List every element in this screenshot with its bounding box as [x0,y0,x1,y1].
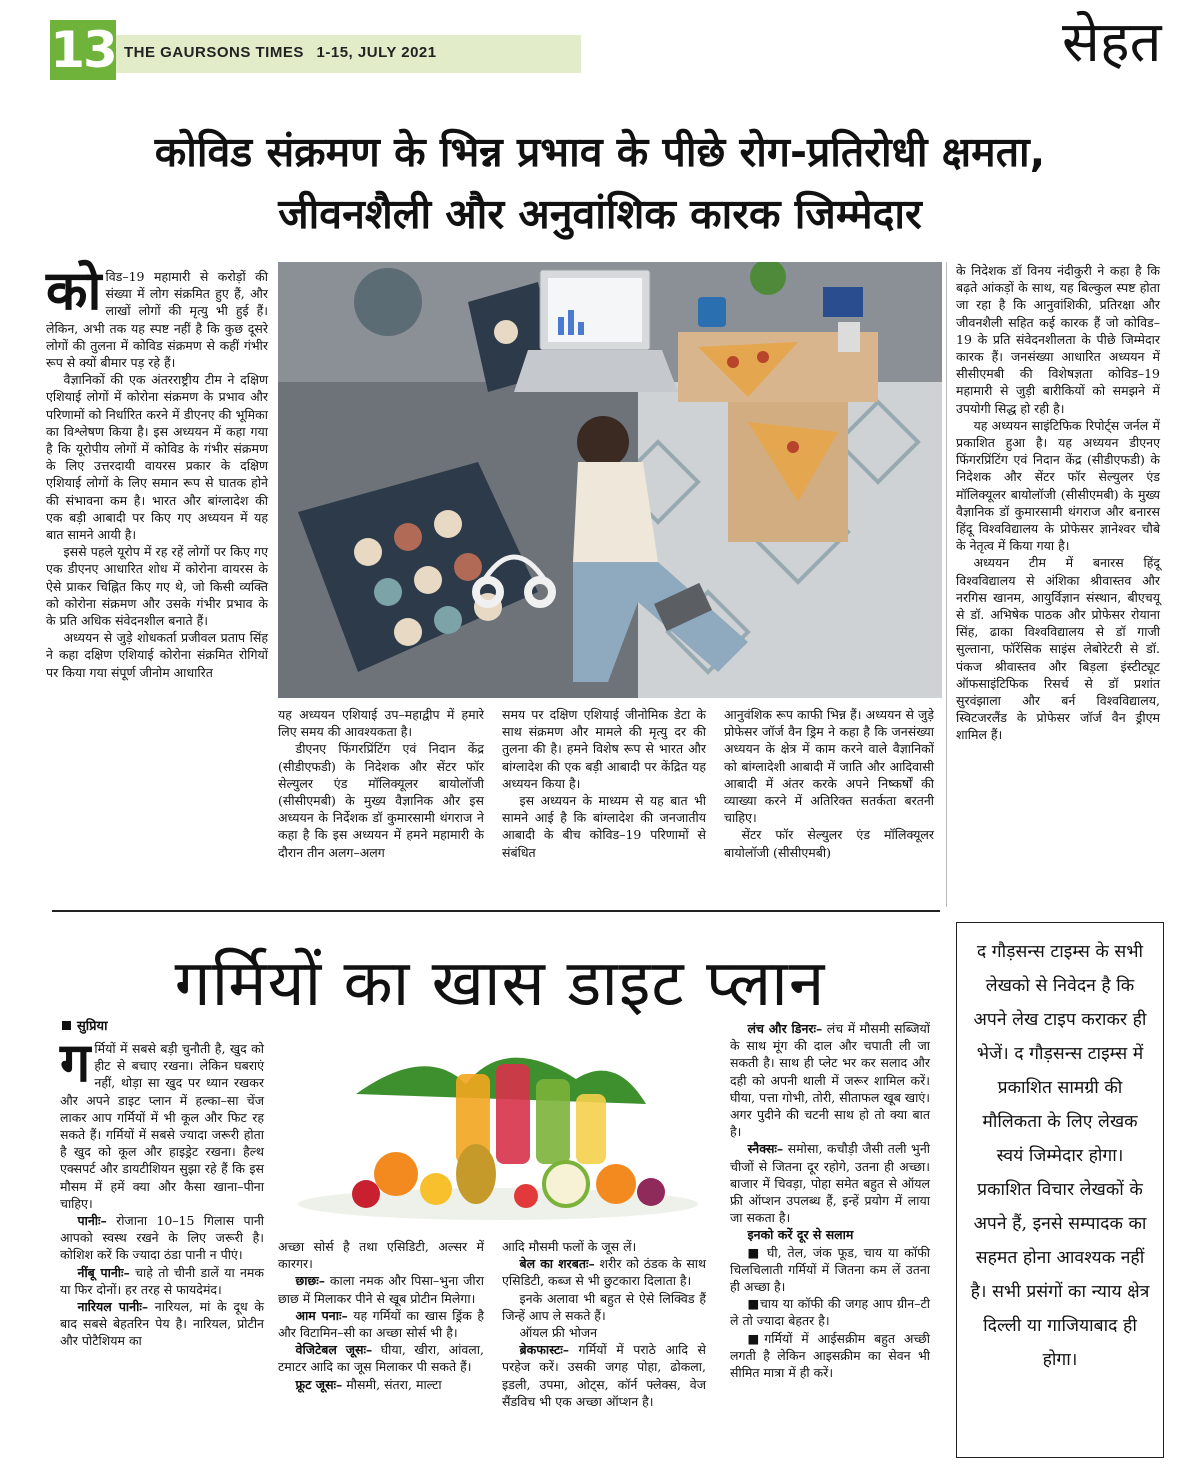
item-label: लंच और डिनरः– [747,1021,823,1036]
subheading: ऑयल फ्री भोजन [519,1325,598,1341]
bullet-square-icon: ■ [747,1296,760,1312]
item-label: नींबू पानीः– [77,1264,130,1280]
author-name: सुप्रिया [77,1019,108,1034]
item-label: पानीः– [77,1213,107,1229]
notice-text: द गौड़सन्स टाइम्स के सभी लेखको से निवेदन है कि अपने लेख टाइप कराकर ही भेजें। द गौड़सन्स टाइम्स में प्रकाशित सामग्री की मौलिकता के लिए लेखक स्वयं जिम्मेदार होगा। प्रकाशित विचार लेखकों के अपने हैं, इनसे सम्पादक का सहमत होना आवश्यक नहीं है। सभी प्रसंगों का न्याय क्षेत्र दिल्ली या गाजियाबाद ही होगा। [970,942,1150,1370]
article2-headline: गर्मियों का खास डाइट प्लान [174,947,826,1021]
item-text: चाहे तो चीनी डालें या नमक या फिर दोनों। हर तरह से फायदेमंद। [60,1264,264,1297]
article1-column-4 [724,706,934,861]
item-text: गर्मियों में पराठे आदि से परहेज करें। उसकी जगह पोहा, ढोकला, इडली, उपमा, ओट्स, कॉर्न फ्लेक्स, वेज सैंडविच भी एक अच्छा ऑप्शन है। [502,1342,706,1409]
paragraph: वैज्ञानिकों की एक अंतरराष्ट्रीय टीम ने दक्षिण एशियाई लोगों में कोरोना संक्रमण के प्रभाव और परिणामों को निर्धारित करने में डीएनए की भूमिका का विश्लेषण किया है। इस अध्ययन में कहा गया है कि यूरोपीय लोगों में कोविड के गंभीर संक्रमण के लिए उत्तरदायी वायरस प्रकार के दक्षिण एशियाई लोगों के लिए समान रूप से घातक होने की संभावना कम है। भारत और बांग्लादेश की एक बड़ी आबादी पर किए गए अध्ययन में यह बात सामने आयी है। [46,372,268,543]
page-number: 13 [50,21,116,79]
article2-column-1 [60,1031,264,1350]
fruits-juice-photo [276,1024,720,1224]
item-label: ब्रेकफास्टः– [519,1342,570,1358]
item-label: स्नैक्सः– [747,1141,784,1157]
item-text: रोजाना 10–15 गिलास पानी आपको स्वस्थ रखने के लिए जरूरी है। कोशिश करें कि ज्यादा ठंडा पानी न पीएं। [60,1213,264,1263]
paragraph: समय पर दक्षिण एशियाई जीनोमिक डेटा के साथ संक्रमण और मामले की मृत्यु दर की तुलना की है। हमने विशेष रूप से भारत और बांग्लादेश की एक बड़ी आबादी पर केंद्रित यह अध्ययन किया है। [502,707,706,791]
paragraph: अच्छा सोर्स है तथा एसिडिटी, अल्सर में कारगर। [278,1239,484,1272]
paragraph: डीएनए फिंगरप्रिंटिंग एवं निदान केंद्र (सीडीएफडी) के निदेशक और सेंटर फॉर सेल्युलर एंड मॉलिक्यूलर बायोलॉजी (सीसीएमबी) के मुख्य वैज्ञानिक और इस अध्ययन के निर्देशक डॉ कुमारसामी थंगराज ने कहा है कि इस अध्ययन में हमने महामारी के दौरान तीन अलग–अलग [278,741,484,860]
paragraph: इससे पहले यूरोप में रह रहें लोगों पर किए गए एक डीएनए आधारित शोध में कोरोना वायरस के ऐसे प्राकर चिह्नित किए गए थे, जो किसी व्यक्ति को कोरोना संक्रमण और उसके गंभीर प्रभाव के के प्रति अधिक संवेदनशील बनाते हैं। [46,544,268,629]
item-text: मौसमी, संतरा, माल्टा [342,1376,442,1392]
paragraph: अध्ययन से जुड़े शोधकर्ता प्रजीवल प्रताप सिंह ने कहा दक्षिण एशियाई कोरोना संक्रमित रोगियों पर किया गया संपूर्ण जीनोम आधारित [46,630,268,680]
woman-laptop-pizza-photo [278,262,942,698]
paragraph: आदि मौसमी फलों के जूस लें। [502,1239,637,1254]
item-text: नारियल, मां के दूध के बाद सबसे बेहतरिन पेय है। नारियल, प्रोटीन और पोटैशियम का [60,1299,264,1349]
section-title: सेहत [1062,10,1162,75]
paragraph: विड–19 महामारी से करोड़ों की संख्या में लोग संक्रमित हुए हैं, और लाखों लोगों की मृत्यु भी हुई हैं। लेकिन, अभी तक यह स्पष्ट नहीं है कि कुछ दूसरे लोगों की तुलना में कोविड संक्रमण से कहीं गंभीर रूप से क्यों बीमार पड़ रहे हैं। [46,269,268,371]
bullet-square-icon: ■ [747,1330,765,1346]
article2-column-3 [502,1238,706,1410]
article1-column-2 [278,706,484,861]
item-label: बेल का शरबतः– [519,1256,595,1272]
paragraph: यह अध्ययन साइंटिफिक रिपोर्ट्स जर्नल में प्रकाशित हुआ है। यह अध्ययन डीएनए फिंगरप्रिंटिंग एवं निदान केंद्र (सीडीएफडी) के निदेशक और सेंटर फॉर सेल्युलर एंड मॉलिक्यूलर बायोलॉजी (सीसीएमबी) के मुख्य वैज्ञानिक डॉ कुमारसामी थंगराज और बनारस हिंदू विश्वविद्यालय के प्रोफेसर ज्ञानेश्वर चौबे के नेतृत्व में किया गया है। [956,417,1160,554]
article1-headline-line1: कोविड संक्रमण के भिन्न प्रभाव के पीछे रोग-प्रतिरोधी क्षमता, [154,128,1046,176]
photo-illustration [276,1024,720,1224]
bullet-text: घी, तेल, जंक फूड, चाय या कॉफी चिलचिलाती गर्मियों में जितना कम लें उतना ही अच्छा है। [730,1244,930,1295]
article2-column-4 [730,1020,930,1381]
column-divider [946,262,947,907]
issue-date: 1-15, JULY 2021 [316,44,437,61]
publication-line [124,44,437,61]
article1-column-3 [502,706,706,861]
item-label: नारियल पानीः– [77,1299,149,1315]
paragraph: आनुवंशिक रूप काफी भिन्न हैं। अध्ययन से जुड़े प्रोफेसर जॉर्ज वैन ड्रिम ने कहा है कि जनसंख्या अध्ययन के क्षेत्र में काम करने वाले वैज्ञानिकों को बांग्लादेशी आबादी में जाति और आदिवासी आबादी में अंतर करके अपने निष्कर्षों की व्याख्या करने में अतिरिक्त सतर्कता बरतनी चाहिए। [724,707,934,826]
paragraph: यह अध्ययन एशियाई उप–महाद्वीप में हमारे लिए समय की आवश्यकता है। [278,707,484,740]
subheading: इनको करें दूर से सलाम [747,1227,854,1243]
drop-cap: ग [60,1031,91,1094]
byline-bullet-icon [62,1021,71,1030]
article1-headline-line2: जीवनशैली और अनुवांशिक कारक जिम्मेदार [278,190,922,238]
paragraph: अध्ययन टीम में बनारस हिंदू विश्वविद्यालय से अंशिका श्रीवास्तव और नरगिस खानम, आयुर्विज्ञान संस्थान, बीएचयू से डॉ. अभिषेक पाठक और प्रोफेसर रोयाना सिंह, ढाका विश्वविद्यालय से डॉ गाजी सुल्ताना, फॉरेंसिक साइंस लेबोरेटरी से डॉ. पंकज श्रीवास्तव और बिड़ला इंस्टीट्यूट ऑफसाइंटिफिक रिसर्च से डॉ प्रशांत सुरवंझाला और बर्न विश्वविद्यालय, स्विटजरलैंड के प्रोफेसर जॉर्ज वैन ड्रीएम शामिल हैं। [956,555,1160,743]
item-label: आम पनाः– [295,1307,348,1323]
item-label: छाछः– [295,1273,326,1289]
item-text: यह गर्मियों का खास ड्रिंक है और विटामिन–सी का अच्छा सोर्स भी है। [278,1307,484,1341]
photo-illustration [278,262,942,698]
paragraph: इनके अलावा भी बहुत से ऐसे लिक्विड हैं जिन्हें आप ले सकते हैं। [502,1290,706,1323]
section-divider [52,910,940,912]
item-text: शरीर को ठंडक के साथ एसिडिटी, कब्ज से भी छुटकारा दिलाता है। [502,1256,706,1289]
paragraph: के निदेशक डॉ विनय नंदीकुरी ने कहा है कि बढ़ते आंकड़ों के साथ, यह बिल्कुल स्पष्ट होता जा रहा है कि आनुवांशिकी, प्रतिरक्षा और जीवनशैली सहित कई कारक हैं जो कोविड–19 के प्रति संवेदनशीलता के पीछे जिम्मेदार कारक हैं। जनसंख्या आधारित अध्ययन में सीसीएमबी की विशेषज्ञता कोविड–19 महामारी से जुड़ी बारीकियों को समझने में उपयोगी सिद्ध हो रही है। [956,263,1160,416]
bullet-text: गर्मियों में आईसक्रीम बहुत अच्छी लगती है लेकिन आइसक्रीम का सेवन भी सीमित मात्रा में ही करें। [730,1330,930,1381]
item-label: वेजिटेबल जूसः– [295,1342,373,1358]
paragraph: इस अध्ययन के माध्यम से यह बात भी सामने आई है कि बांग्लादेश की जनजातीय आबादी के बीच कोविड–19 परिणामों से संबंधित [502,793,706,860]
paragraph: सेंटर फॉर सेल्युलर एंड मॉलिक्यूलर बायोलॉजी (सीसीएमबी) [724,827,934,860]
bullet-text: चाय या कॉफी की जगह आप ग्रीन–टी ले तो ज्यादा बेहतर है। [730,1296,930,1329]
item-text: समोसा, कचौड़ी जैसी तली भुनी चीजों से जितना दूर रहोगे, उतना ही अच्छा। बाजार में चिवड़ा, पोहा समेत बहुत से ऑयल फ्री ऑप्शन उपलब्ध हैं, इन्हें प्रयोग में लाया जा सकता है। [730,1141,930,1226]
item-text: घीया, खीरा, आंवला, टमाटर आदि का जूस मिलाकर पी सकते हैं। [278,1342,484,1375]
drop-cap: को [46,259,102,322]
article1-column-5 [956,262,1160,744]
article1-column-1 [46,259,268,681]
item-text: काला नमक और पिसा–भुना जीरा छाछ में मिलाकर पीने से खूब प्रोटीन मिलेगा। [278,1273,484,1306]
item-text: लंच में मौसमी सब्जियों के साथ मूंग की दाल और चपाती ली जा सकती है। साथ ही प्लेट भर कर सलाद और दही को अपनी थाली में जरूर शामिल करें। घीया, पत्ता गोभी, तोरी, सीताफल खूब खाएं। अगर पुदीने की चटनी साथ हो तो क्या बात है। [730,1021,930,1140]
publication-name: THE GAURSONS TIMES [124,44,304,61]
bullet-square-icon: ■ [747,1244,768,1260]
editorial-notice-box [956,922,1164,1458]
item-label: फ्रूट जूसः– [295,1376,343,1392]
article2-column-2 [278,1238,484,1393]
paragraph: र्मियों में सबसे बड़ी चुनौती है, खुद को हीट से बचाए रखना। लेकिन घबराएं नहीं, थोड़ा सा खुद पर ध्यान रखकर और अपने डाइट प्लान में हल्का–सा चेंज लाकर आप गर्मियों में भी कूल और फिट रह सकते हैं। गर्मियों में सबसे ज्यादा जरूरी होता है खुद को कूल और हाइड्रेट रखना। हैल्थ एक्सपर्ट और डायटीशियन सुझा रहे हैं कि इस मौसम में हमें क्या और कैसा खाना–पीना चाहिए। [60,1041,264,1211]
